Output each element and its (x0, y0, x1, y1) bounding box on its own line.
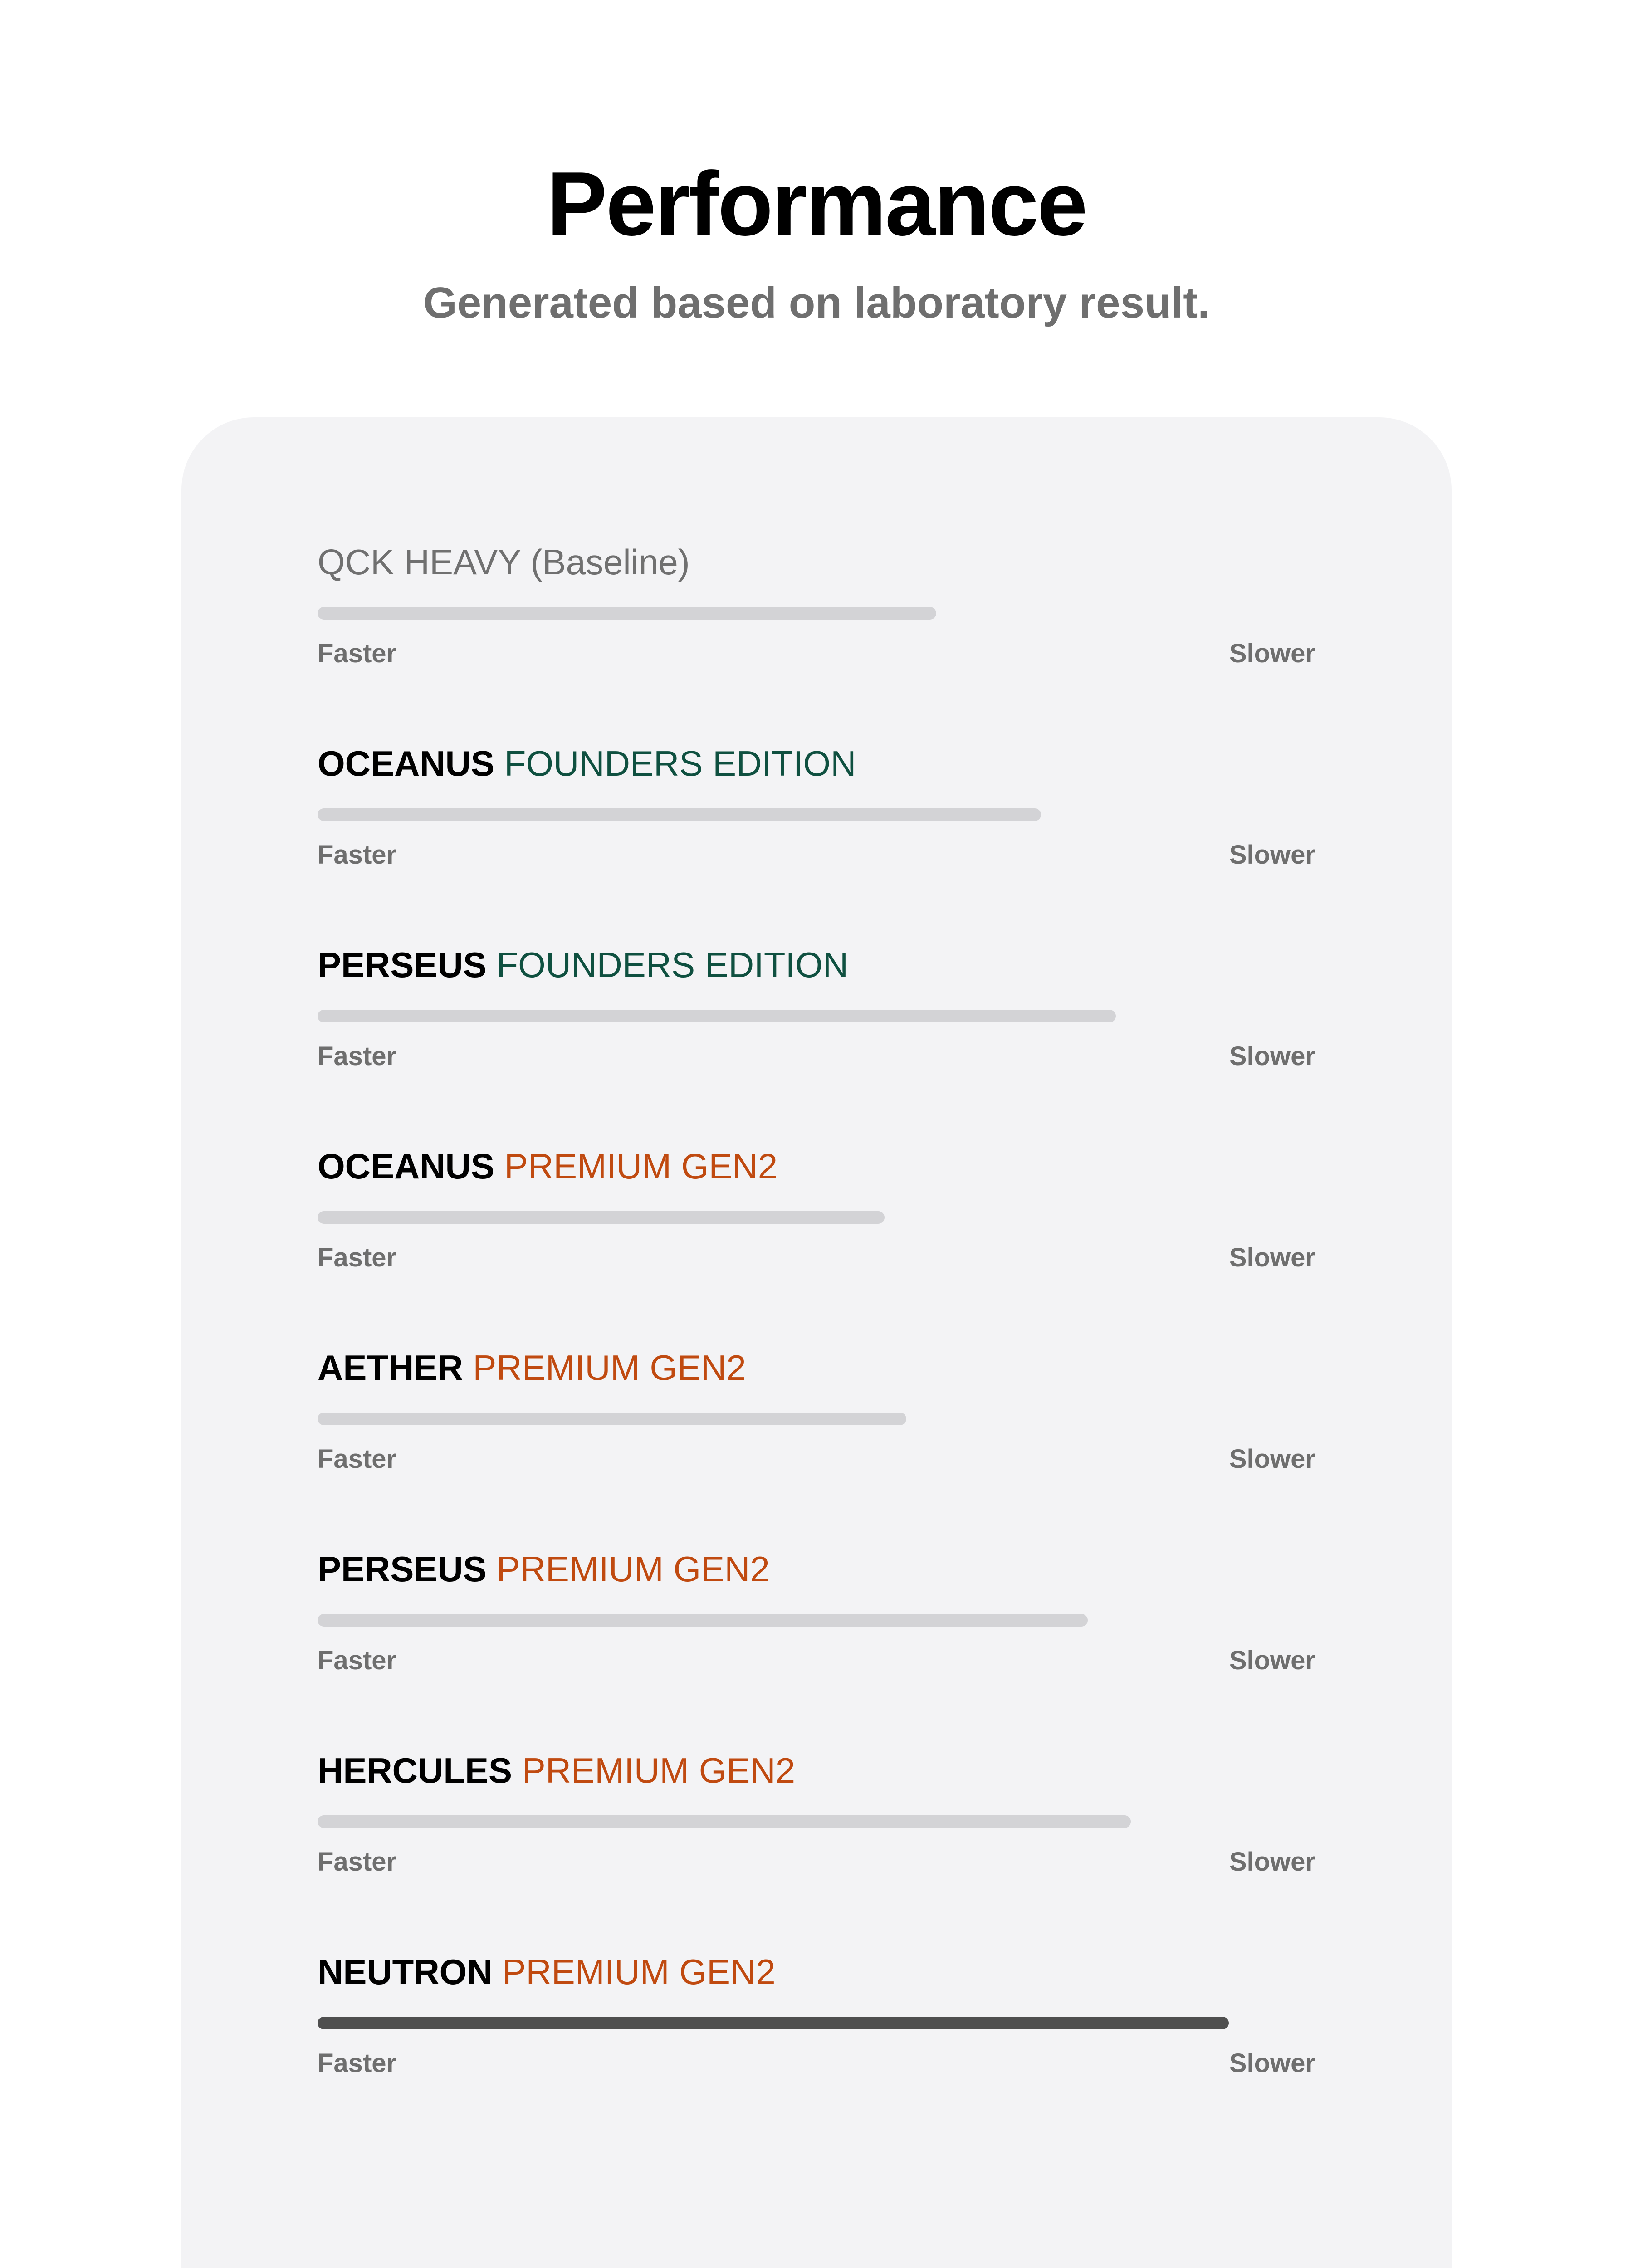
bar-track (318, 1010, 1315, 1022)
edition-name: PREMIUM GEN2 (496, 1549, 770, 1589)
slower-label: Slower (1229, 840, 1315, 870)
edition-name: PREMIUM GEN2 (502, 1952, 776, 1992)
bar (318, 1413, 906, 1425)
chart-row (318, 947, 1315, 1083)
row-label (318, 1750, 796, 1790)
chart-row (318, 1954, 1315, 2090)
chart-row (318, 1551, 1315, 1687)
model-name: HERCULES (318, 1750, 513, 1790)
slower-label: Slower (1229, 1444, 1315, 1474)
chart-row (318, 1146, 1315, 1285)
chart-row (318, 743, 1315, 882)
model-name: QCK HEAVY (Baseline) (318, 542, 690, 582)
row-label (318, 945, 849, 985)
slower-label: Slower (1229, 1041, 1315, 1071)
model-name: OCEANUS (318, 743, 495, 783)
slower-label: Slower (1229, 1243, 1315, 1272)
model-name: AETHER (318, 1348, 463, 1388)
model-name: PERSEUS (318, 1549, 487, 1589)
bar-track (318, 808, 1315, 821)
row-label (318, 1551, 770, 1587)
row-label (318, 743, 856, 783)
model-name: PERSEUS (318, 945, 487, 985)
faster-label: Faster (318, 1243, 397, 1272)
page-title: Performance (547, 153, 1086, 254)
slower-label: Slower (1229, 2048, 1315, 2078)
bar-track (318, 1815, 1315, 1828)
faster-label: Faster (318, 2048, 397, 2078)
bar-track (318, 607, 1315, 620)
faster-label: Faster (318, 1646, 397, 1675)
performance-card (181, 417, 1452, 2268)
model-name: OCEANUS (318, 1146, 495, 1186)
bar-track (318, 1211, 1315, 1224)
bar (318, 1815, 1131, 1828)
slower-label: Slower (1229, 1847, 1315, 1877)
faster-label: Faster (318, 1847, 397, 1877)
chart-row (318, 1350, 1315, 1486)
faster-label: Faster (318, 1041, 397, 1071)
edition-name: PREMIUM GEN2 (473, 1348, 746, 1388)
row-label (318, 1348, 746, 1388)
row-label (318, 1952, 776, 1992)
edition-name: PREMIUM GEN2 (504, 1146, 778, 1186)
bar (318, 2017, 1229, 2029)
bar (318, 808, 1041, 821)
edition-name: PREMIUM GEN2 (522, 1750, 796, 1790)
chart-row (318, 1750, 1315, 1889)
faster-label: Faster (318, 840, 397, 870)
faster-label: Faster (318, 1444, 397, 1474)
bar (318, 1614, 1088, 1627)
bar (318, 607, 936, 620)
row-label (318, 1146, 778, 1186)
bar (318, 1010, 1116, 1022)
edition-name: FOUNDERS EDITION (504, 743, 856, 783)
bar (318, 1211, 885, 1224)
faster-label: Faster (318, 639, 397, 668)
bar-track (318, 1614, 1315, 1627)
row-label (318, 544, 690, 580)
model-name: NEUTRON (318, 1952, 493, 1992)
edition-name: FOUNDERS EDITION (496, 945, 849, 985)
slower-label: Slower (1229, 1646, 1315, 1675)
bar-track (318, 2017, 1315, 2029)
chart-row (318, 544, 1315, 680)
slower-label: Slower (1229, 639, 1315, 668)
bar-track (318, 1413, 1315, 1425)
page-subtitle: Generated based on laboratory result. (423, 279, 1210, 327)
